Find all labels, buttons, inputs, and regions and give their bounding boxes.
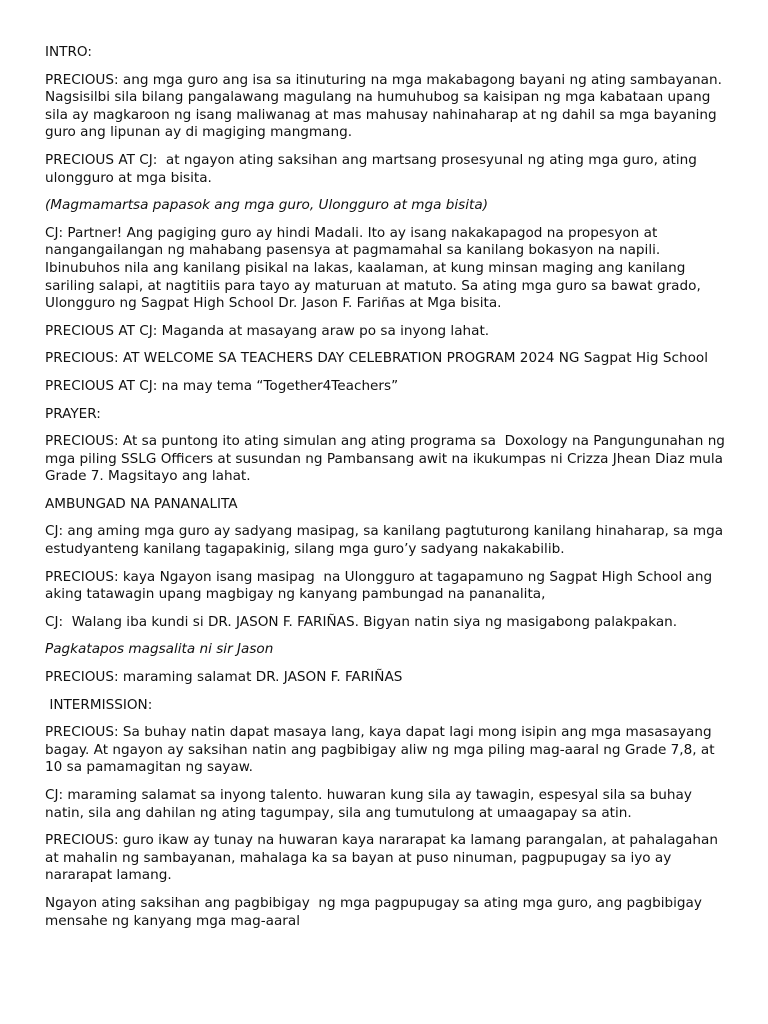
paragraph-prayer-heading: PRAYER:: [45, 405, 101, 422]
paragraph-intro-heading: INTRO:: [45, 44, 92, 60]
paragraph-cj-partner: CJ: Partner! Ang pagiging guro ay hindi Madali. Ito ay isang nakakapagod na propesyon at nangangailangan ng mahabang pasensya at pagmamahal sa kanilang bokasyon na napili. Ibinubuhos nila ang kanilang pisikal na lakas, kaalaman, at kung minsan maging ang kanilang sariling salapi, at nagtitiis para tayo ay maturuan at matuto. Sa ating mga guro sa bawat grado, Ulongguro ng Sagpat High School Dr. Jason F. Fariñas at Mga bisita.: [45, 224, 706, 312]
paragraph-pagpupugay: Ngayon ating saksihan ang pagbibigay ng mga pagpupugay sa ating mga guro, ang pagbibigay mensahe ng kanyang mga mag-aaral: [45, 894, 707, 929]
paragraph-ambungad-heading: AMBUNGAD NA PANANALITA: [45, 495, 238, 512]
paragraph-cj-introduction: CJ: Walang iba kundi si DR. JASON F. FARIÑAS. Bigyan natin siya ng masigabong palakpakan.: [45, 613, 678, 630]
paragraph-precious-guro-huwaran: PRECIOUS: guro ikaw ay tunay na huwaran kaya nararapat ka lamang parangalan, at pahalagahan at mahalin ng sambayanan, mahalaga ka sa bayan at puso ninuman, pagpupugay sa iyo ay nararapat lamang.: [45, 832, 723, 884]
paragraph-stage-direction-after-speech: Pagkatapos magsalita ni sir Jason: [45, 641, 274, 658]
paragraph-precious-cj-greeting: PRECIOUS AT CJ: Maganda at masayang araw po sa inyong lahat.: [45, 322, 490, 339]
paragraph-precious-intermission: PRECIOUS: Sa buhay natin dapat masaya lang, kaya dapat lagi mong isipin ang mga masasayang bagay. At ngayon ay saksihan natin ang pagbibigay aliw ng mga piling mag-aaral ng Grade 7,8, at 10 sa pamamagitan ng sayaw.: [45, 724, 719, 776]
paragraph-cj-guro-masipag: CJ: ang aming mga guro ay sadyang masipag, sa kanilang pagtuturong kanilang hinaharap, sa mga estudyanteng kanilang tagapakinig, silang mga guro’y sadyang nakakabilib.: [45, 523, 728, 558]
paragraph-precious-cj-procession: PRECIOUS AT CJ: at ngayon ating saksihan ang martsang prosesyunal ng ating mga guro, ating ulongguro at mga bisita.: [45, 151, 702, 186]
paragraph-stage-direction-march: (Magmamartsa papasok ang mga guro, Ulongguro at mga bisita): [45, 197, 488, 214]
paragraph-precious-thanks: PRECIOUS: maraming salamat DR. JASON F. FARIÑAS: [45, 669, 403, 686]
paragraph-precious-welcome: PRECIOUS: AT WELCOME SA TEACHERS DAY CELEBRATION PROGRAM 2024 NG Sagpat Hig School: [45, 350, 709, 367]
paragraph-precious-ulongguro: PRECIOUS: kaya Ngayon isang masipag na Ulongguro at tagapamuno ng Sagpat High School ang aking tatawagin upang magbigay ng kanyang pambungad na pananalita,: [45, 568, 717, 603]
paragraph-precious-doxology: PRECIOUS: At sa puntong ito ating simulan ang ating programa sa Doxology na Pangungunahan ng mga piling SSLG Officers at susundan ng Pambansang awit na ikukumpas ni Crizza Jhean Diaz mula Grade 7. Magsitayo ang lahat.: [45, 433, 730, 485]
paragraph-precious-opening: PRECIOUS: ang mga guro ang isa sa itinuturing na mga makabagong bayani ng ating sambayanan. Nagsisilbi sila bilang pangalawang magulang na humuhubog sa kaisipan ng mga kabataan upang sila ay magkaroon ng isang maliwanag at mas mahusay nahinaharap at ng dahil sa mga bayaning guro ang lipunan ay di magiging mangmang.: [45, 71, 727, 141]
paragraph-precious-cj-theme: PRECIOUS AT CJ: na may tema “Together4Teachers”: [45, 377, 399, 394]
document-page: [45, 44, 730, 940]
paragraph-cj-thanks-talent: CJ: maraming salamat sa inyong talento. huwaran kung sila ay tawagin, espesyal sila sa buhay natin, sila ang dahilan ng ating tagumpay, sila ang tumutulong at umaagapay sa atin.: [45, 787, 697, 821]
paragraph-intermission-heading: INTERMISSION:: [45, 696, 153, 713]
